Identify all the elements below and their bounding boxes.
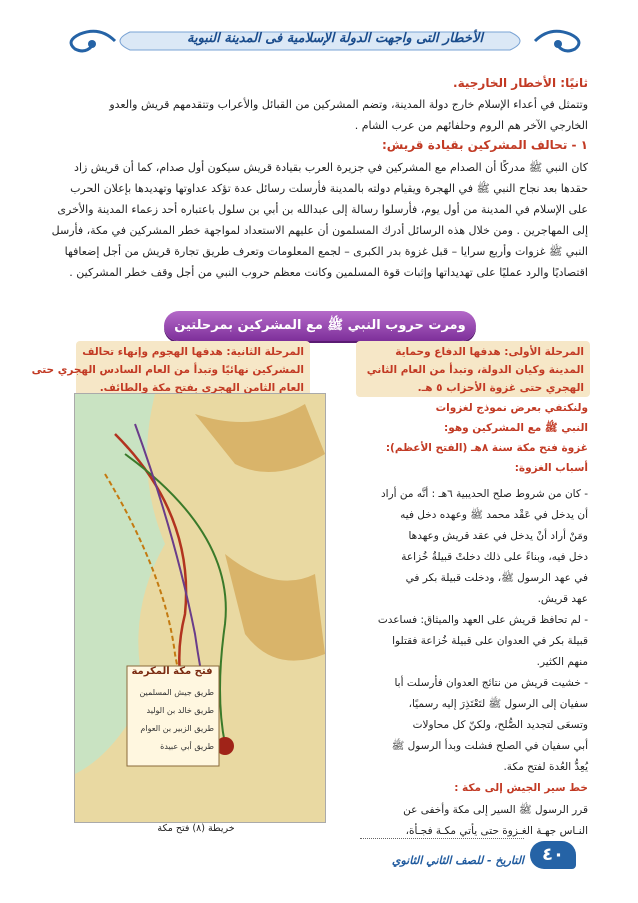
map-legend-item: طريق أبي عبيدة [160,742,214,751]
footer-text: التاريخ - للصف الثاني الثانوي [391,854,524,867]
body-line: ومَنْ أراد أنْ يدخل في عقد قريش وعهدها [408,530,588,542]
body-line: منهم الكثير. [536,656,588,668]
map-caption: خريطة (٨) فتح مكة [157,823,235,834]
body-line: النـاس جهـة الغـزوة حتى يأتي مكـة فجـأة، [405,825,588,837]
march-title: خط سير الجيش إلى مكة : [454,782,588,794]
paragraph-line: وتتمثل في أعداء الإسلام خارج دولة المدينة، وتضم المشركين من القبائل والأعراب وتتقدمهم قريش والعدو [109,98,588,111]
paragraph-line: الخارجي الآخر هم الروم وحلفائهم من عرب الشام . [354,119,588,132]
fath-makkah-map [74,393,326,823]
paragraph-line: اقتصاديًا والرد عمليًا على تهديداتها وإثبات قوة المسلمين وكانت معظم حروب النبي من أجل وقف خطر المشركين . [69,266,588,279]
stage-two-line: المشركين نهائيًا وتبدأ من العام السادس الهجري حتى [31,364,304,376]
map-legend-item: طريق خالد بن الوليد [146,706,214,715]
map-legend-item: طريق الزبير بن العوام [140,724,214,733]
page-number: ٤٠ [530,841,576,869]
stage-one-line: المرحلة الأولى: هدفها الدفاع وحماية [395,346,584,358]
stage-two-line: المرحلة الثانية: هدفها الهجوم وإنهاء تحالف [82,346,304,358]
page-header-title: الأخطار التى واجهت الدولة الإسلامية فى المدينة النبوية [187,31,483,46]
paragraph-line: حقدها بعد نجاح النبي ﷺ في الهجرة ويقيام دولته بالمدينة فأرسلت رسائل عدة تؤكد عداوتها وتهديدها بإعلان الحرب [70,182,588,195]
body-line: - خشيت قريش من نتائج العدوان فأرسلت أبا [394,677,588,689]
body-line: دخل فيه، وبناءً على ذلك دخلتْ قبيلةُ خُزاعة [401,551,588,563]
paragraph-line: كان النبي ﷺ مدركًا أن الصدام مع المشركين في جزيرة العرب بقيادة قريش سيكون أول صدام، كما أن قريش زاد [74,161,588,174]
stage-two-box [31,341,310,397]
body-line: عهد قريش. [537,593,588,605]
body-line: أبي سفيان في الصلح فشلت وبدأ الرسول ﷺ [391,740,588,752]
body-line: قبيلة بكر في العدوان على قبيلة خُزاعة فقتلوا [392,635,588,647]
stage-one-line: المدينة وكيان الدولة، وتبدأ من العام الثاني [366,364,584,376]
body-line: - لم تحافظ قريش على العهد والميثاق: فساعدت [377,614,588,626]
stages-banner: ومرت حروب النبي ﷺ مع المشركين بمرحلتين [164,311,476,341]
body-line: - كان من شروط صلح الحديبية ٦هـ : أنَّه من أراد [381,488,588,500]
map-legend [130,684,214,756]
paragraph-line: إلى المهاجرين . ومن خلال هذه الرسائل أدرك المسلمون أن عليهم الاستعداد لمواجهة خطر المشركين في مكة، فأرسل [51,224,588,237]
stage-one-line: الهجري حتى غزوة الأحزاب ٥ هـ. [417,382,584,394]
intro-line: النبي ﷺ مع المشركين وهو: [444,422,588,434]
body-line: أن يدخل في عَقْد محمد ﷺ وعهده دخل فيه [400,509,588,521]
causes-title: أسباب الغزوة: [514,462,588,474]
section-heading: ثانيًا: الأخطار الخارجية. [453,76,588,90]
footer-divider [360,838,524,839]
paragraph-line: على الإسلام في المدينة من أول يوم، فأرسلوا رسالة إلى عبدالله بن أبي بن سلول باعتباره أحد زعماء المدينة والأخرى [57,203,588,216]
body-line: سفيان إلى الرسول ﷺ لتَعْتَذِرَ إليه رسميًا، [408,698,588,710]
fath-title: غزوة فتح مكة سنة ٨هـ (الفتح الأعظم): [385,442,588,454]
map-legend-item: طريق جيش المسلمين [139,688,214,697]
body-line: يُعِدُّ العُدة لفتح مكة. [503,761,588,773]
intro-line: ولنكتفي بعرض نموذج لغزوات [435,402,588,414]
body-line: في عهد الرسول ﷺ، ودخلت قبيلة بكر في [405,572,588,584]
swirl-ornament-icon [60,24,120,58]
paragraph-line: النبي ﷺ غزوات وأربع سرايا – قبل غزوة بدر الكبرى – لجمع المعلومات وتعرف طريق تجارة قريش من أجل إضعافها [64,245,588,258]
stage-two-line: العام الثامن الهجري بفتح مكة والطائف. [99,382,304,394]
stage-one-box [356,341,590,397]
body-line: قرر الرسول ﷺ السير إلى مكة وأخفى عن [403,804,588,816]
body-line: وتسعَى لتجديد الصُّلح، ولكنّ كل محاولات [412,719,588,731]
swirl-ornament-icon [530,24,590,58]
subsection-heading: ١ - تحالف المشركين بقيادة قريش: [381,138,588,152]
map-title: فتح مكة المكرمة [131,666,213,677]
